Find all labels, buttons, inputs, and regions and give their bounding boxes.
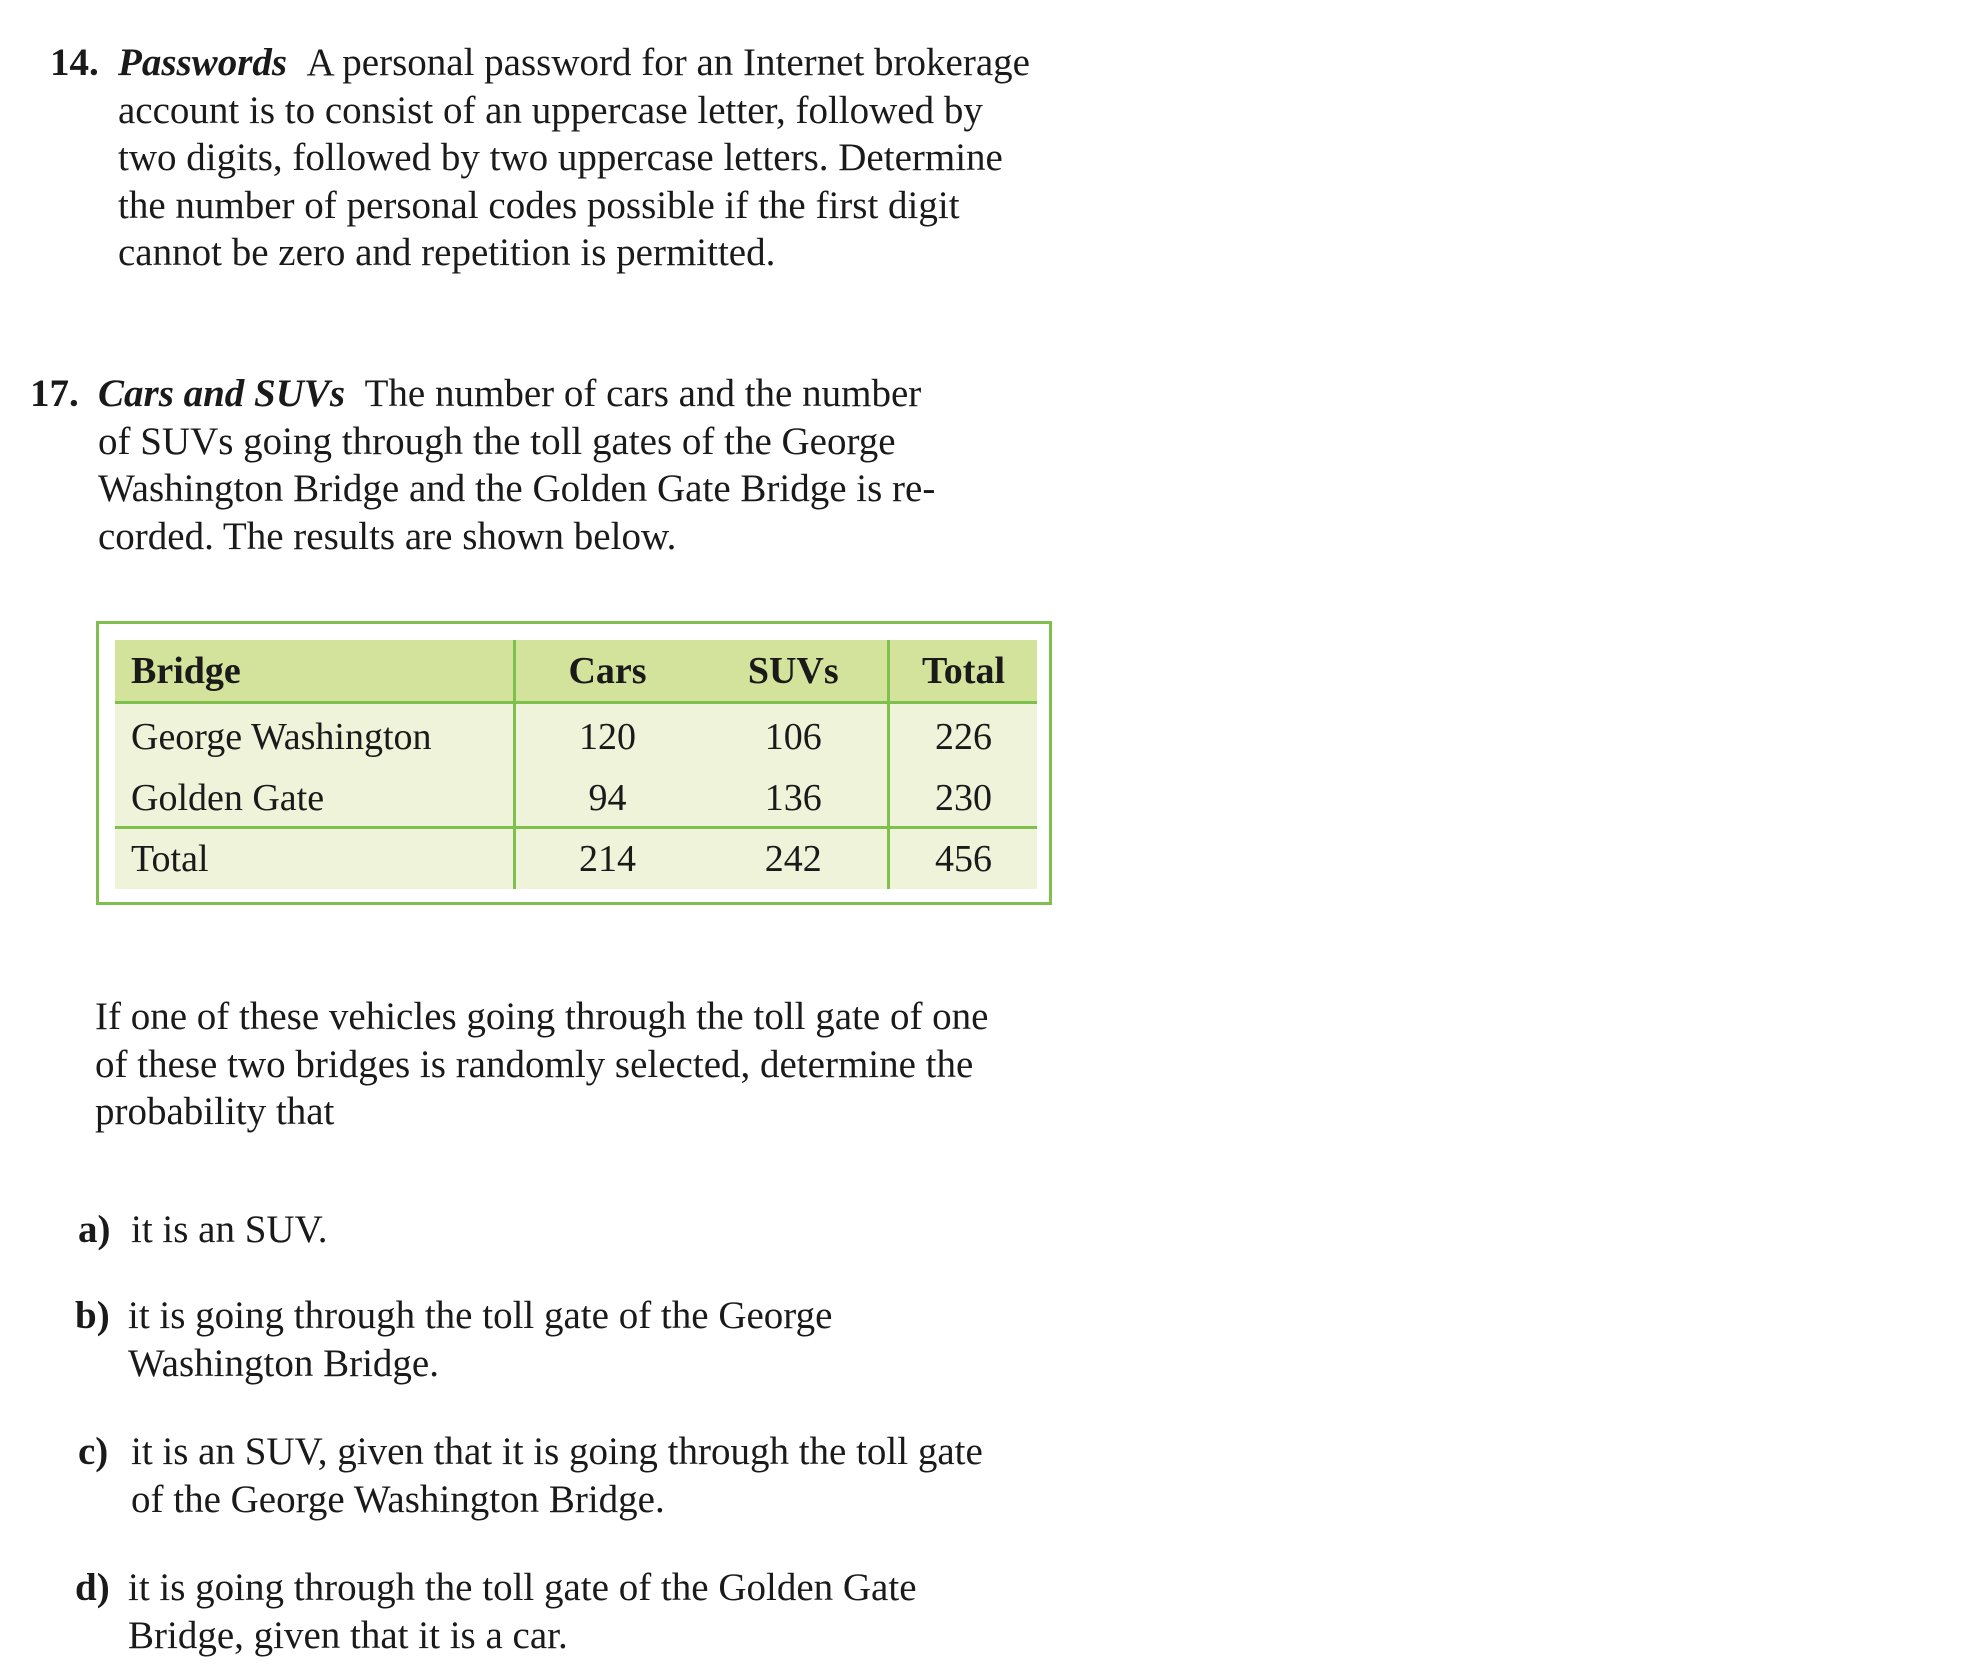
- part-line: Washington Bridge.: [128, 1342, 439, 1385]
- table-cell: 136: [700, 769, 889, 828]
- part-label: a): [78, 1208, 111, 1251]
- part-line: Bridge, given that it is a car.: [128, 1614, 568, 1657]
- problem-title: Passwords: [118, 41, 288, 84]
- problem-text: [118, 39, 1030, 277]
- problem-line: the number of personal codes possible if the first digit: [118, 183, 960, 227]
- part-a: [78, 1206, 328, 1254]
- table-row: [115, 769, 1037, 828]
- part-line: it is an SUV, given that it is going through the toll gate: [131, 1430, 983, 1473]
- table-cell: 226: [888, 703, 1037, 770]
- part-label: c): [78, 1430, 109, 1473]
- part-text: [131, 1428, 983, 1524]
- problem-line: corded. The results are shown below.: [98, 514, 677, 558]
- problem-14: [50, 39, 1030, 277]
- problem-line-text: The number of cars and the number: [364, 372, 922, 415]
- problem-line: [118, 39, 1030, 87]
- part-line: it is going through the toll gate of the Golden Gate: [128, 1566, 917, 1609]
- table-cell: 106: [700, 703, 889, 770]
- part-text: [128, 1292, 832, 1388]
- problem-17: [30, 370, 935, 560]
- problem-text: [98, 370, 935, 560]
- table-header-cell: Bridge: [115, 640, 514, 703]
- problem-line: cannot be zero and repetition is permitted.: [118, 231, 776, 274]
- part-text: [128, 1564, 917, 1660]
- problem-title: Cars and SUVs: [98, 372, 346, 415]
- table-row: [115, 703, 1037, 770]
- prompt-line: of these two bridges is randomly selected, determine the: [95, 1042, 974, 1086]
- problem-number: 17.: [30, 372, 79, 415]
- table-cell: 214: [514, 828, 700, 890]
- table-cell: 456: [888, 828, 1037, 890]
- table-header-cell: Cars: [514, 640, 700, 703]
- table-total-row: [115, 828, 1037, 890]
- table-cell: 242: [700, 828, 889, 890]
- part-line: of the George Washington Bridge.: [131, 1478, 665, 1521]
- problem-number: 14.: [50, 41, 99, 84]
- table-cell: George Washington: [115, 703, 514, 770]
- prompt-line: probability that: [95, 1090, 335, 1133]
- problem-line: two digits, followed by two uppercase letters. Determine: [118, 136, 1003, 179]
- probability-prompt: [95, 993, 989, 1136]
- part-c: [78, 1428, 983, 1524]
- table-cell: Golden Gate: [115, 769, 514, 828]
- part-label: d): [75, 1566, 110, 1609]
- problem-line: [98, 370, 935, 418]
- problem-line-text: A personal password for an Internet brokerage: [306, 41, 1030, 84]
- part-d: [75, 1564, 917, 1660]
- table-header-row: [115, 640, 1037, 703]
- bridge-table-frame: [96, 621, 1052, 905]
- part-text: [131, 1206, 328, 1254]
- table-header-cell: Total: [888, 640, 1037, 703]
- bridge-vehicle-table: [115, 640, 1037, 889]
- table-header-cell: SUVs: [700, 640, 889, 703]
- part-line: it is an SUV.: [131, 1208, 328, 1251]
- problem-line: account is to consist of an uppercase letter, followed by: [118, 88, 983, 132]
- table-cell: Total: [115, 828, 514, 890]
- problem-line: Washington Bridge and the Golden Gate Bridge is re-: [98, 467, 936, 510]
- table-cell: 230: [888, 769, 1037, 828]
- part-b: [75, 1292, 832, 1388]
- table-cell: 120: [514, 703, 700, 770]
- table-cell: 94: [514, 769, 700, 828]
- problem-line: of SUVs going through the toll gates of the George: [98, 419, 896, 463]
- part-label: b): [75, 1294, 110, 1337]
- part-line: it is going through the toll gate of the George: [128, 1294, 833, 1337]
- prompt-line: If one of these vehicles going through the toll gate of one: [95, 995, 989, 1038]
